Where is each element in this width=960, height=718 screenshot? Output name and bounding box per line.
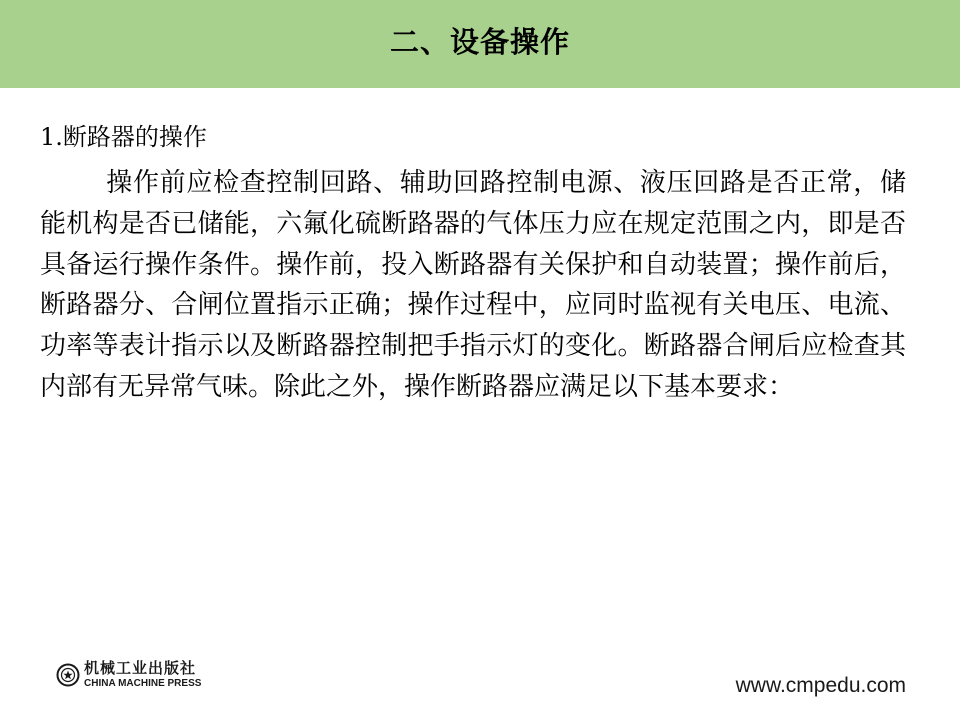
section-heading: 1.断路器的操作 [40,123,207,151]
publisher-emblem-icon [56,663,80,687]
publisher-name-cn: 机械工业出版社 [84,659,197,677]
publisher-logo [54,660,234,692]
slide-title: 二、设备操作 [389,25,570,59]
website-url: www.cmpedu.com [735,674,906,697]
body-paragraph: 操作前应检查控制回路、辅助回路控制电源、液压回路是否正常，储能机构是否已储能，六氟化硫断路器的气体压力应在规定范围之内，即是否具备运行操作条件。操作前，投入断路器有关保护和自动装置；操作前后，断路器分、合闸位置指示正确；操作过程中，应同时监视有关电压、电流、功率等表计指示以及断路器控制把手指示灯的变化。断路器合闸后应检查其内部有无异常气味。除此之外，操作断路器应满足以下基本要求： [40,168,906,402]
publisher-name-en: CHINA MACHINE PRESS [84,678,202,689]
header-band [0,0,960,88]
